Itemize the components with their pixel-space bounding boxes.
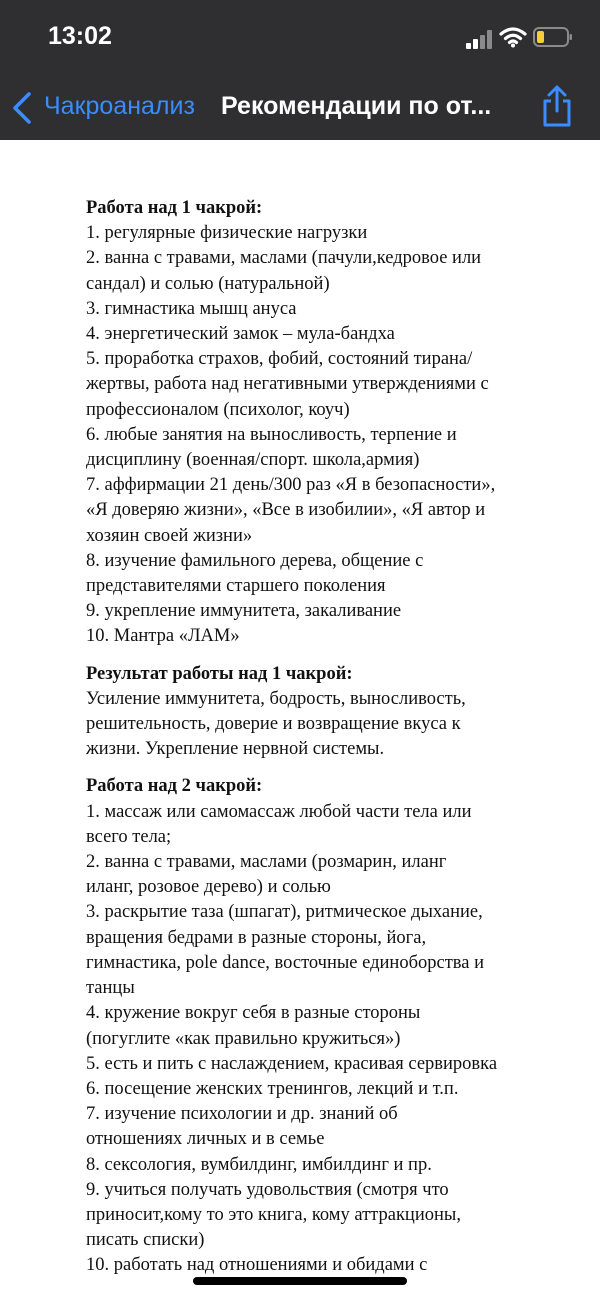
text-line: гимнастика, pole dance, восточные единоборства и [86, 952, 485, 973]
text-line: хозяин своей жизни» [86, 525, 253, 546]
section-chakra-1-result [86, 662, 576, 763]
text-line: иланг, розовое дерево) и солью [86, 877, 331, 898]
top-bar [0, 0, 600, 140]
home-indicator[interactable] [193, 1277, 407, 1285]
navigation-bar [0, 78, 600, 140]
text-line: 10. работать над отношениями и обидами с [86, 1255, 428, 1276]
section-chakra-2-work [86, 774, 576, 1278]
text-line: 2. ванна с травами, маслами (розмарин, иланг [86, 852, 447, 873]
text-line: 7. аффирмации 21 день/300 раз «Я в безопасности», [86, 475, 496, 496]
page-title: Рекомендации по от... [221, 92, 492, 120]
text-line: Усиление иммунитета, бодрость, выносливость, [86, 688, 466, 709]
text-line: сандал) и солью (натуральной) [86, 273, 330, 294]
section-heading: Работа над 1 чакрой: [86, 198, 263, 218]
status-bar [0, 0, 600, 78]
text-line: 1. регулярные физические нагрузки [86, 223, 368, 244]
text-line: 5. проработка страхов, фобий, состояний тирана/ [86, 349, 473, 370]
text-line: 9. укрепление иммунитета, закаливание [86, 601, 402, 622]
text-line: всего тела; [86, 826, 172, 847]
cellular-signal-icon [466, 29, 494, 49]
text-line: 8. сексология, вумбилдинг, имбилдинг и пр. [86, 1154, 432, 1175]
text-line: «Я доверяю жизни», «Все в изобилии», «Я автор и [86, 500, 486, 521]
text-line: 4. кружение вокруг себя в разные стороны [86, 1003, 421, 1024]
text-line: 2. ванна с травами, маслами (пачули,кедровое или [86, 248, 482, 269]
text-line: 8. изучение фамильного дерева, общение с [86, 550, 424, 571]
text-line: 9. учиться получать удовольствия (смотря что [86, 1179, 449, 1200]
text-line: 3. раскрытие таза (шпагат), ритмическое дыхание, [86, 902, 483, 923]
text-line: танцы [86, 978, 135, 999]
wifi-icon [499, 26, 527, 48]
text-line: 1. массаж или самомассаж любой части тела или [86, 801, 472, 822]
text-line: решительность, доверие и возвращение вкуса к [86, 714, 461, 735]
text-line: 7. изучение психологии и др. знаний об [86, 1104, 398, 1125]
battery-low-icon [533, 27, 573, 47]
back-label[interactable]: Чакроанализ [44, 92, 195, 120]
text-line: представителями старшего поколения [86, 576, 386, 597]
text-line: вращения бедрами в разные стороны, йога, [86, 927, 427, 948]
text-line: жизни. Укрепление нервной системы. [86, 739, 385, 760]
text-line: приносит,кому то это книга, кому аттракционы, [86, 1204, 461, 1225]
text-line: 3. гимнастика мышц ануса [86, 298, 297, 319]
text-line: жертвы, работа над негативными утверждениями с [86, 374, 489, 395]
status-time: 13:02 [48, 22, 112, 50]
text-line: 5. есть и пить с наслаждением, красивая сервировка [86, 1053, 498, 1074]
text-line: 6. посещение женских тренингов, лекций и т.п. [86, 1078, 459, 1099]
share-icon[interactable] [540, 84, 574, 128]
document-content[interactable] [86, 196, 576, 1292]
text-line: писать списки) [86, 1230, 205, 1251]
text-line: 4. энергетический замок – мула-бандха [86, 324, 395, 345]
section-chakra-1-work [86, 196, 576, 650]
chevron-left-icon[interactable] [10, 91, 34, 125]
section-heading: Результат работы над 1 чакрой: [86, 663, 353, 684]
text-line: (погуглите «как правильно кружиться») [86, 1028, 401, 1049]
text-line: 6. любые занятия на выносливость, терпение и [86, 424, 457, 445]
text-line: дисциплину (военная/спорт. школа,армия) [86, 450, 420, 471]
text-line: профессионалом (психолог, коуч) [86, 399, 350, 420]
text-line: 10. Мантра «ЛАМ» [86, 626, 240, 647]
section-heading: Работа над 2 чакрой: [86, 776, 263, 797]
text-line: отношениях личных и в семье [86, 1129, 325, 1150]
